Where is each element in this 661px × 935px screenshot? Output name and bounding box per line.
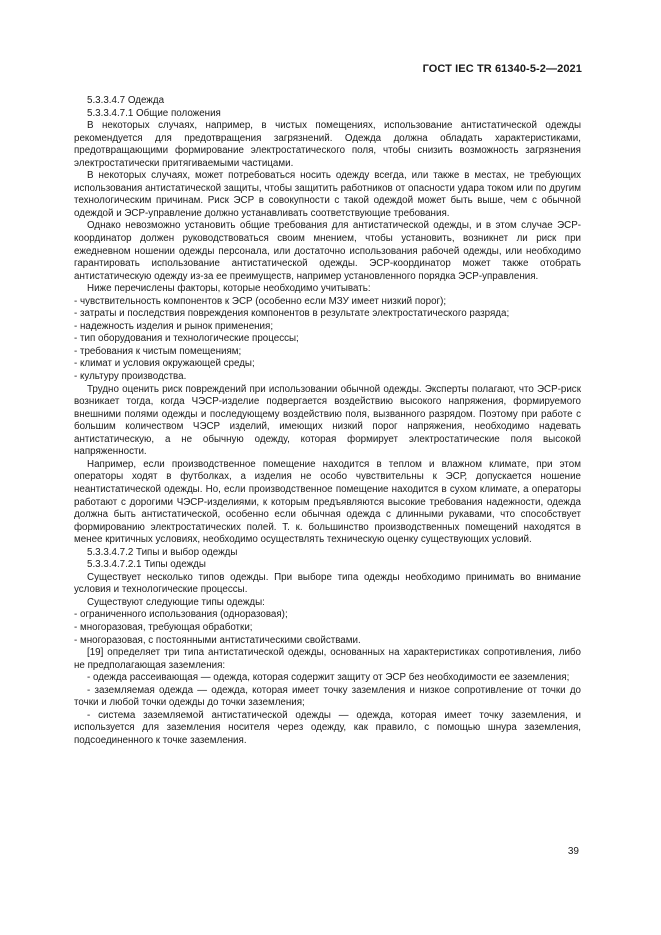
standard-header: ГОСТ IEC TR 61340-5-2—2021 (422, 63, 582, 75)
list-item: - ограниченного использования (одноразовая); (74, 609, 288, 621)
list-item: - затраты и последствия повреждения компонентов в результате электростатического разряда; (74, 308, 510, 320)
page-number: 39 (567, 846, 579, 857)
paragraph: Ниже перечислены факторы, которые необходимо учитывать: (87, 283, 371, 295)
list-item: - требования к чистым помещениям; (74, 345, 242, 357)
paragraph: Трудно оценить риск повреждений при использовании обычной одежды. Эксперты полагают, что ЭСР-риск возникает тогда, когда ЧЭСР-изделие подвергается воздействию высокого напряжения, формируемого внешними полями одежды и последующему воздействию поля, вызванного разрядом. Поэтому при работе с большим количеством ЧЭСР изделий, имеющих низкий порог напряжения, необходимо надевать антистатическую, а не обычную одежду, которая формирует электростатические поля высокой напряженности. (74, 383, 581, 458)
section-heading: 5.3.3.4.7 Одежда (87, 95, 165, 106)
paragraph: Существуют следующие типы одежды: (87, 596, 265, 608)
list-item: - климат и условия окружающей среды; (74, 358, 255, 370)
list-item: - надежность изделия и рынок применения; (74, 320, 274, 332)
subsection-heading: 5.3.3.4.7.2.1 Типы одежды (87, 559, 206, 571)
definition-item: - одежда рассеивающая — одежда, которая содержит защиту от ЭСР без необходимости ее заземления; (87, 672, 570, 684)
subsection-heading: 5.3.3.4.7.2 Типы и выбор одежды (87, 546, 238, 558)
list-item: - тип оборудования и технологические процессы; (74, 333, 299, 345)
paragraph: В некоторых случаях, например, в чистых помещениях, использование антистатической одежды рекомендуется для предотвращения загрязнений. Одежда должна обладать характеристиками, предотвращающими формирование электростатического поля, чтобы снизить возможность загрязнения электростатически притягиваемыми частицами. (74, 120, 581, 169)
paragraph: Например, если производственное помещение находится в теплом и влажном климате, при этом операторы ходят в футболках, а изделия не особо чувствительны к ЭСР, допускается ношение неантистатической одежды. Но, если производственное помещение находится в сухом климате, а операторы работают с дорогими ЧЭСР-изделиями, к которым предъявляются высокие требования надежности, одежда должна быть антистатической, особенно если обычная одежда с длинными рукавами, что способствует формированию электростатических полей. Т. к. большинство производственных помещений находятся в менее критичных условиях, необходимо осуществлять техническую оценку существующих условий. (74, 458, 581, 546)
list-item: - многоразовая, требующая обработки; (74, 621, 253, 633)
subsection-heading: 5.3.3.4.7.1 Общие положения (87, 107, 221, 119)
list-item: - культуру производства. (74, 371, 187, 383)
list-item: - многоразовая, с постоянными антистатическими свойствами. (74, 634, 361, 646)
paragraph: Однако невозможно установить общие требования для антистатической одежды, и в этом случае ЭСР-координатор должен руководствоваться своим мнением, чтобы установить, возникнет ли риск при ежедневном ношении одежды персонала, или достаточно использования рабочей одежды, или необходимо гарантировать использование антистатической одежды. ЭСР-координатор может также отобрать антистатическую одежду из-за ее преимуществ, например установленного порядка ЭСР-управления. (74, 220, 581, 282)
list-item: - чувствительность компонентов к ЭСР (особенно если МЗУ имеет низкий порог); (74, 295, 447, 307)
paragraph: В некоторых случаях, может потребоваться носить одежду всегда, или также в местах, не требующих использования антистатической защиты, чтобы защитить работников от опасности удара током или по другим технологическим причинам. Риск ЭСР в совокупности с такой одеждой может быть выше, чем с обычной одеждой и ЭСР-управление должно устанавливать соответствующие требования. (74, 170, 581, 219)
definition-item: - система заземляемой антистатической одежды — одежда, которая имеет точку заземления, и используется для заземления носителя через одежду, как правило, с помощью шнура заземления, подсоединенного к точке заземления. (74, 709, 581, 746)
paragraph: Существует несколько типов одежды. При выборе типа одежды необходимо принимать во внимание условия и технологические процессы. (74, 571, 581, 596)
document-body (74, 95, 581, 747)
definition-item: - заземляемая одежда — одежда, которая имеет точку заземления и низкое сопротивление от точки до точки и любой точки одежды до точки заземления; (74, 684, 581, 709)
paragraph: [19] определяет три типа антистатической одежды, основанных на характеристиках сопротивления, либо не предполагающая заземления: (74, 647, 581, 671)
